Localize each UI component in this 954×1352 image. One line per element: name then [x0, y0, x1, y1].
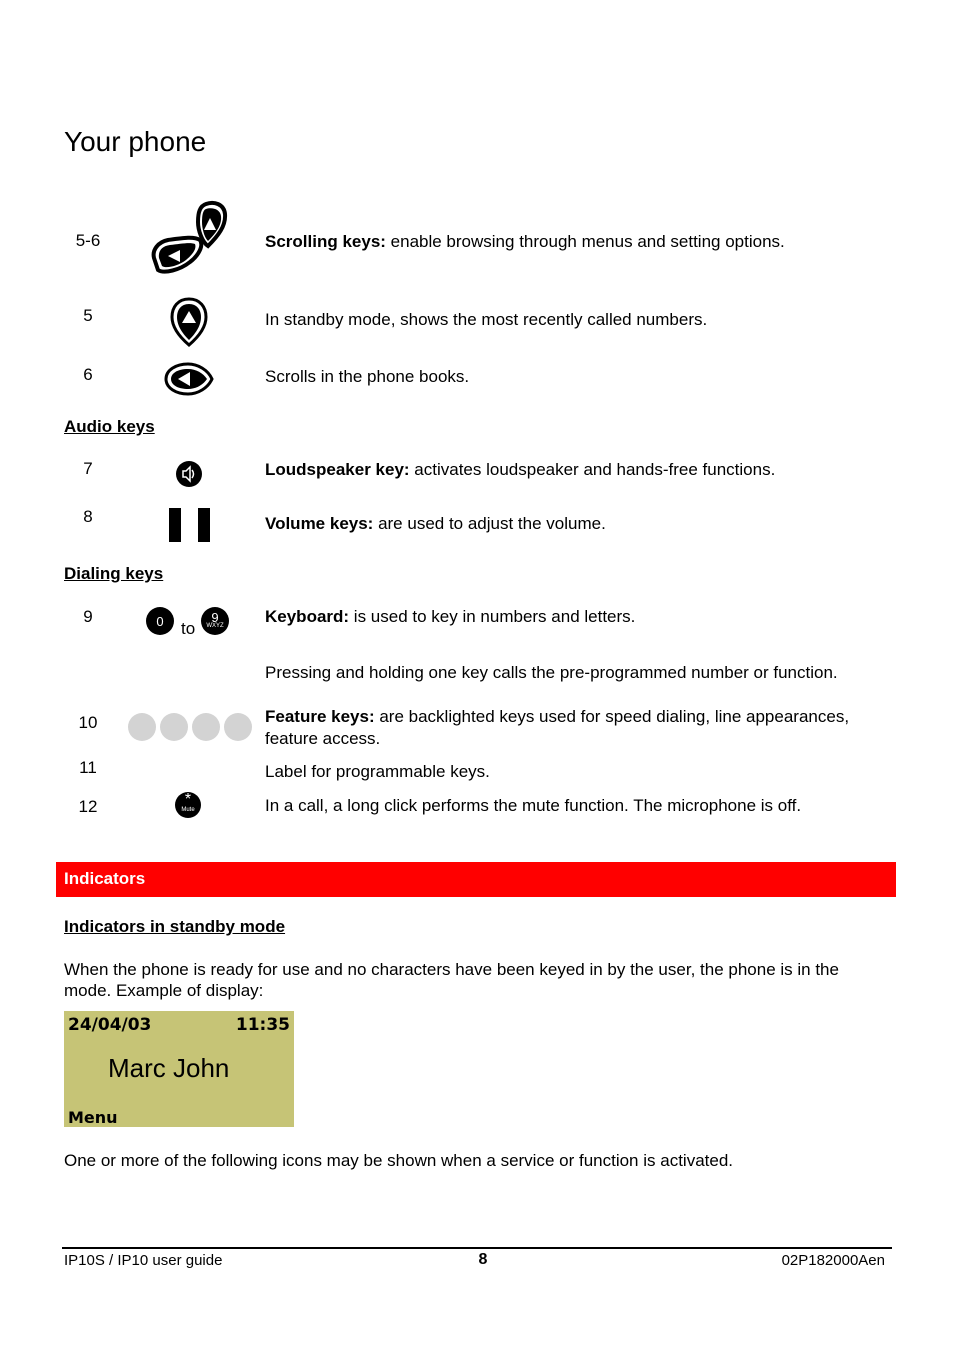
- row-number: 11: [79, 758, 97, 777]
- feature-key-icon: [192, 713, 220, 741]
- display-time: 11:35: [235, 1015, 290, 1035]
- row-number: 6: [83, 365, 93, 384]
- feature-key-icon: [128, 713, 156, 741]
- row-description: In a call, a long click performs the mute function. The microphone is off.: [265, 796, 802, 815]
- footer-document-code: 02P182000Aen: [781, 1252, 885, 1269]
- nine-key-icon: 9 WXYZ: [201, 607, 229, 635]
- row-description: Feature keys: are backlighted keys used for speed dialing, line appearances, feature access.: [265, 707, 850, 748]
- display-name: Marc John: [108, 1053, 230, 1083]
- row-number: 12: [78, 797, 98, 816]
- mute-key-icon: * Mute: [175, 792, 201, 818]
- scroll-keys-icon: [150, 200, 230, 276]
- display-example: [64, 1011, 294, 1127]
- row-description: Scrolling keys: enable browsing through menus and setting options.: [265, 232, 785, 251]
- row-number: 10: [78, 713, 98, 732]
- feature-key-icon: [160, 713, 188, 741]
- volume-keys-icon: [168, 507, 212, 543]
- row-description: In standby mode, shows the most recently called numbers.: [265, 310, 708, 329]
- row-number: 7: [83, 459, 93, 478]
- indicators-section-bar: [56, 862, 896, 897]
- display-menu-label: Menu: [68, 1108, 118, 1127]
- display-date: 24/04/03: [68, 1015, 152, 1035]
- indicators-outro: One or more of the following icons may be shown when a service or function is activated.: [64, 1151, 734, 1170]
- row-number: 5-6: [75, 231, 101, 250]
- row-description: Keyboard: is used to key in numbers and letters.: [265, 607, 636, 626]
- keys-range-to: to: [181, 619, 196, 638]
- section-heading-audio-keys: Audio keys: [64, 417, 155, 436]
- loudspeaker-icon: [176, 461, 202, 487]
- footer-page-number: 8: [478, 1251, 488, 1268]
- row-description: Volume keys: are used to adjust the volume.: [265, 514, 606, 533]
- scroll-left-key-icon: [164, 362, 214, 396]
- indicators-intro: When the phone is ready for use and no characters have been keyed in by the user, the phone is in the mode. Example of display:: [64, 960, 839, 1000]
- indicators-subheading: Indicators in standby mode: [64, 917, 286, 936]
- scroll-up-key-icon: [170, 297, 208, 347]
- zero-key-icon: 0: [146, 607, 174, 635]
- footer-guide-title: IP10S / IP10 user guide: [64, 1252, 223, 1269]
- section-heading-dialing-keys: Dialing keys: [64, 564, 164, 583]
- row-description: Label for programmable keys.: [265, 762, 490, 781]
- row-number: 9: [83, 607, 93, 626]
- page-title: Your phone: [64, 126, 207, 157]
- row-description: Loudspeaker key: activates loudspeaker and hands-free functions.: [265, 460, 776, 479]
- footer-divider: [62, 1247, 892, 1249]
- indicators-section-title: Indicators: [64, 869, 146, 888]
- row-description: Scrolls in the phone books.: [265, 367, 470, 386]
- feature-key-icon: [224, 713, 252, 741]
- row-number: 8: [83, 507, 93, 526]
- row-number: 5: [83, 306, 93, 325]
- keyboard-extra-description: Pressing and holding one key calls the pre-programmed number or function.: [265, 663, 838, 682]
